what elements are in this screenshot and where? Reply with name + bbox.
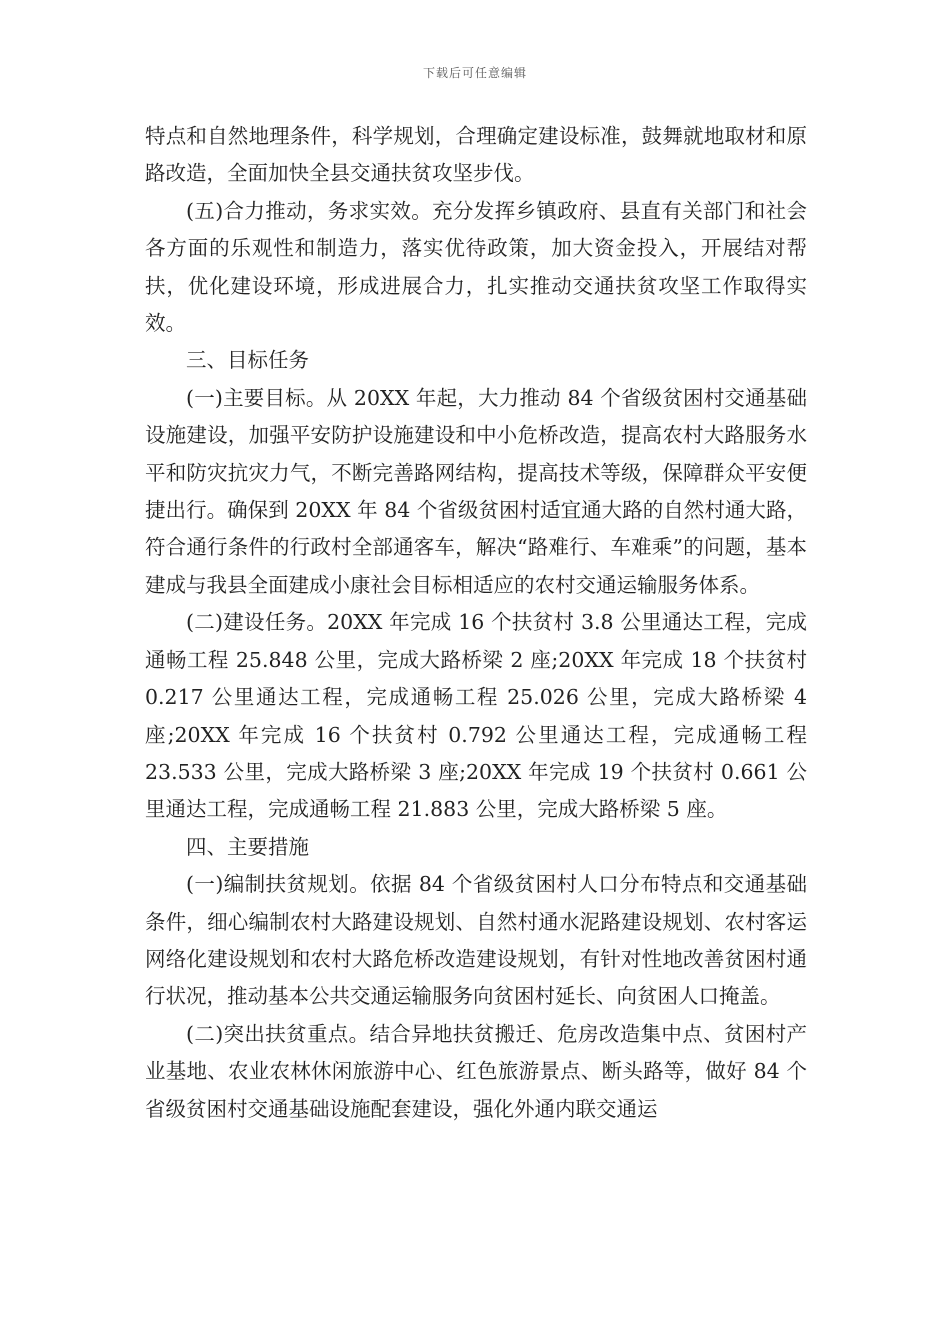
document-body xyxy=(145,118,807,1128)
paragraph-key-points: (二)突出扶贫重点。结合异地扶贫搬迁、危房改造集中点、贫困村产业基地、农业农林休闲旅游中心、红色旅游景点、断头路等，做好 84 个省级贫困村交通基础设施配套建设，强化外通内联交通运 xyxy=(145,1021,807,1121)
page-header: 下载后可任意编辑 xyxy=(422,66,527,80)
paragraph-main-goals: (一)主要目标。从 20XX 年起，大力推动 84 个省级贫困村交通基础设施建设，加强平安防护设施建设和中小危桥改造，提高农村大路服务水平和防灾抗灾力气，不断完善路网结构，提高技术等级，保障群众平安便捷出行。确保到 20XX 年 84 个省级贫困村适宜通大路的自然村通大路，符合通行条件的行政村全部通客车，解决“路难行、车难乘”的问题，基本建成与我县全面建成小康社会目标相适应的农村交通运输服务体系。 xyxy=(145,385,807,597)
paragraph-continuation: 特点和自然地理条件，科学规划，合理确定建设标准，鼓舞就地取材和原路改造，全面加快全县交通扶贫攻坚步伐。 xyxy=(145,124,807,186)
section-heading-targets: 三、目标任务 xyxy=(186,348,309,373)
section-heading-measures: 四、主要措施 xyxy=(186,834,309,859)
paragraph-five-joint-effort: (五)合力推动，务求实效。充分发挥乡镇政府、县直有关部门和社会各方面的乐观性和制造力，落实优待政策，加大资金投入，开展结对帮扶，优化建设环境，形成进展合力，扎实推动交通扶贫攻坚工作取得实效。 xyxy=(145,198,807,336)
paragraph-planning: (一)编制扶贫规划。依据 84 个省级贫困村人口分布特点和交通基础条件，细心编制农村大路建设规划、自然村通水泥路建设规划、农村客运网络化建设规划和农村大路危桥改造建设规划，有针对性地改善贫困村通行状况，推动基本公共交通运输服务向贫困村延长、向贫困人口掩盖。 xyxy=(145,872,807,1009)
paragraph-construction-tasks: (二)建设任务。20XX 年完成 16 个扶贫村 3.8 公里通达工程，完成通畅工程 25.848 公里，完成大路桥梁 2 座;20XX 年完成 18 个扶贫村 0.217 公里通达工程，完成通畅工程 25.026 公里，完成大路桥梁 4 座;20XX 年完成 16 个扶贫村 0.792 公里通达工程，完成通畅工程 23.533 公里，完成大路桥梁 3 座;20XX 年完成 19 个扶贫村 0.661 公里通达工程，完成通畅工程 21.883 公里，完成大路桥梁 5 座。 xyxy=(145,610,807,822)
